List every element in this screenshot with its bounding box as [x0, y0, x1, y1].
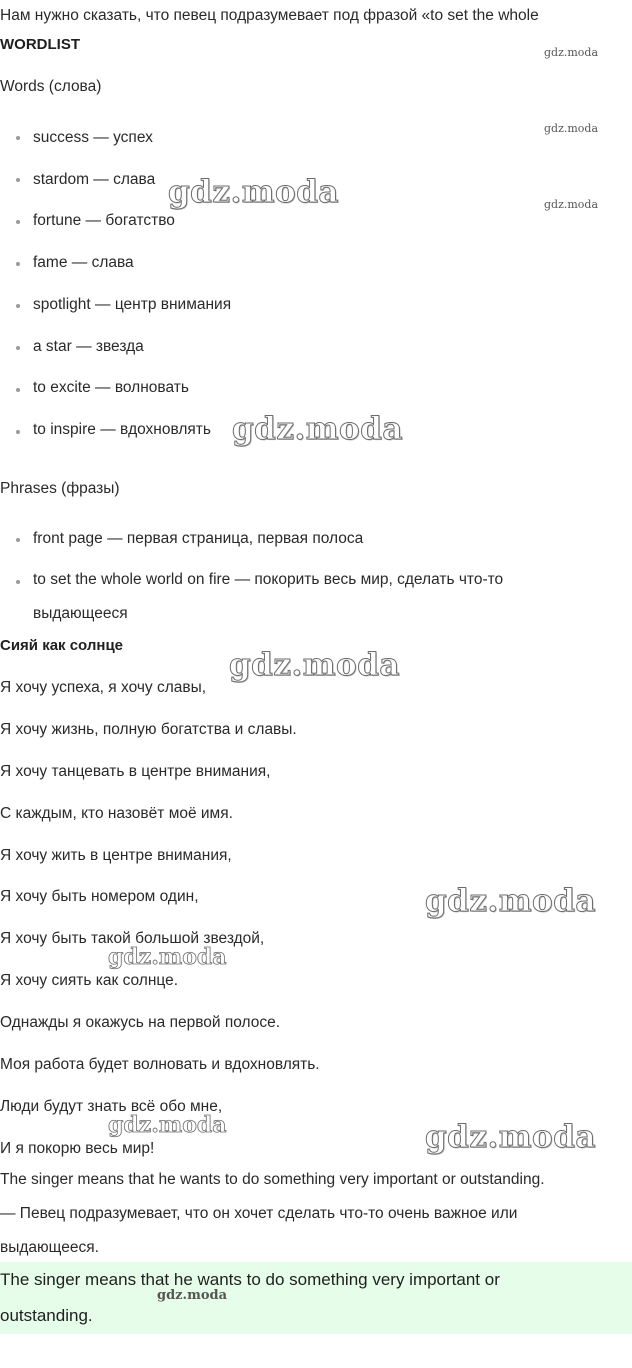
watermark: gdz.moda — [108, 944, 227, 970]
song-line: Однажды я окажусь на первой полосе. — [0, 1014, 281, 1031]
watermark: gdz.moda — [425, 1119, 596, 1155]
word-item-text: spotlight — центр внимания — [33, 296, 232, 313]
answer-line: outstanding. — [0, 1306, 93, 1325]
bullet-icon — [16, 430, 20, 434]
watermark: gdz.moda — [157, 1288, 228, 1303]
song-line: Я хочу быть такой большой звездой, — [0, 930, 265, 947]
watermark: gdz.moda — [425, 883, 596, 919]
words-label: Words (слова) — [0, 78, 102, 95]
watermark: gdz.moda — [544, 198, 599, 211]
intro-text: Нам нужно сказать, что певец подразумевает под фразой «to set the whole — [0, 7, 539, 24]
bullet-icon — [16, 580, 20, 584]
bullet-icon — [16, 220, 20, 224]
watermark: gdz.moda — [544, 122, 599, 135]
song-line: С каждым, кто назовёт моё имя. — [0, 805, 233, 822]
bullet-icon — [16, 346, 20, 350]
song-line: И я покорю весь мир! — [0, 1140, 155, 1157]
watermark: gdz.moda — [544, 46, 599, 59]
phrase-item-text-continued: выдающееся — [33, 605, 128, 622]
watermark: gdz.moda — [108, 1112, 227, 1138]
watermark: gdz.moda — [232, 411, 403, 447]
explanation-line: The singer means that he wants to do something very important or outstanding. — [0, 1171, 545, 1188]
watermark: gdz.moda — [229, 647, 400, 683]
bullet-icon — [16, 136, 20, 140]
song-line: Я хочу жизнь, полную богатства и славы. — [0, 721, 297, 738]
answer-line: The singer means that he wants to do something very important or — [0, 1270, 500, 1289]
watermark: gdz.moda — [168, 174, 339, 210]
word-item-text: a star — звезда — [33, 338, 144, 355]
song-line: Я хочу быть номером один, — [0, 888, 199, 905]
song-line: Моя работа будет волновать и вдохновлять. — [0, 1056, 320, 1073]
word-item-text: success — успех — [33, 129, 153, 146]
explanation-line: — Певец подразумевает, что он хочет сделать что-то очень важное или — [0, 1205, 518, 1222]
song-line: Я хочу успеха, я хочу славы, — [0, 679, 207, 696]
bullet-icon — [16, 388, 20, 392]
phrase-item-text: to set the whole world on fire — покорить весь мир, сделать что-то — [33, 571, 504, 588]
song-line: Я хочу танцевать в центре внимания, — [0, 763, 271, 780]
wordlist-heading: WORDLIST — [0, 36, 80, 53]
phrase-item-text: front page — первая страница, первая полоса — [33, 530, 364, 547]
song-heading: Сияй как солнце — [0, 637, 124, 654]
bullet-icon — [16, 304, 20, 308]
explanation-line: выдающееся. — [0, 1239, 99, 1256]
song-line: Я хочу жить в центре внимания, — [0, 847, 232, 864]
song-line: Я хочу сиять как солнце. — [0, 972, 179, 989]
bullet-icon — [16, 538, 20, 542]
word-item-text: fortune — богатство — [33, 212, 175, 229]
word-item-text: stardom — слава — [33, 171, 156, 188]
song-line: Люди будут знать всё обо мне, — [0, 1098, 223, 1115]
phrases-label: Phrases (фразы) — [0, 480, 120, 497]
word-item-text: fame — слава — [33, 254, 134, 271]
word-item-text: to inspire — вдохновлять — [33, 421, 211, 438]
word-item-text: to excite — волновать — [33, 379, 189, 396]
bullet-icon — [16, 262, 20, 266]
bullet-icon — [16, 178, 20, 182]
